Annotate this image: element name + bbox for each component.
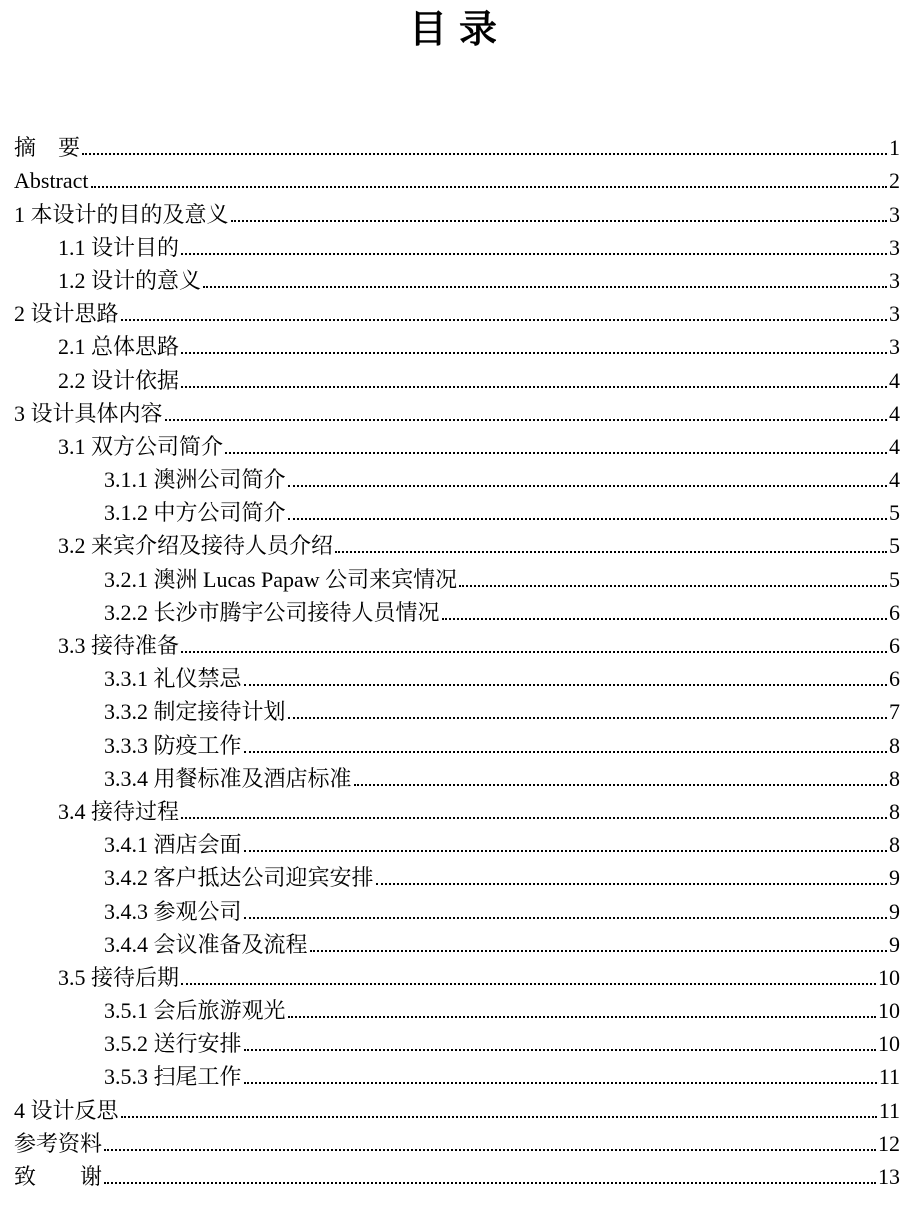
toc-entry[interactable] [14, 128, 900, 161]
toc-entry-page-number: 6 [889, 666, 900, 692]
toc-entry-label: 3.3.3 防疫工作 [104, 732, 242, 758]
toc-dot-leader [288, 1016, 876, 1018]
toc-entry[interactable] [14, 394, 900, 427]
toc-entry-label: 参考资料 [14, 1130, 103, 1156]
toc-entry[interactable] [14, 1057, 900, 1090]
toc-entry-page-number: 9 [889, 898, 900, 924]
toc-dot-leader [459, 585, 887, 587]
toc-entry-page-number: 8 [889, 798, 900, 824]
toc-entry-label: 3.3 接待准备 [58, 633, 180, 658]
toc-entry[interactable] [14, 958, 900, 991]
toc-entry-label: 3.4.3 参观公司 [104, 898, 242, 924]
toc-entry[interactable] [14, 1090, 900, 1123]
toc-entry[interactable] [14, 261, 900, 294]
toc-entry-page-number: 2 [889, 168, 900, 194]
toc-entry-page-number: 7 [889, 699, 900, 725]
toc-entry-page-number: 1 [889, 135, 900, 161]
toc-entry[interactable] [14, 228, 900, 261]
toc-entry[interactable] [14, 493, 900, 526]
toc-dot-leader [104, 1149, 876, 1151]
toc-entry-label: 4 设计反思 [14, 1097, 119, 1123]
toc-entry-label: 摘 要 [14, 135, 81, 161]
toc-entry-page-number: 5 [889, 566, 900, 592]
toc-entry-label: 3.4 接待过程 [58, 798, 180, 824]
toc-entry-label: 3.5.3 扫尾工作 [104, 1064, 242, 1090]
toc-entry[interactable] [14, 725, 900, 758]
toc-dot-leader [244, 751, 887, 753]
toc-entry-page-number: 6 [889, 599, 900, 625]
toc-dot-leader [181, 817, 887, 819]
toc-entry-page-number: 3 [889, 334, 900, 360]
toc-dot-leader [181, 983, 876, 985]
toc-dot-leader [244, 684, 887, 686]
toc-entry-label: 2.2 设计依据 [58, 367, 180, 393]
toc-entry[interactable] [14, 891, 900, 924]
toc-entry-label: 3.3.4 用餐标准及酒店标准 [104, 765, 352, 791]
toc-entry-page-number: 9 [889, 931, 900, 957]
toc-entry[interactable] [14, 659, 900, 692]
toc-entry[interactable] [14, 327, 900, 360]
toc-entry-label: 3.5.2 送行安排 [104, 1031, 242, 1057]
toc-entry[interactable] [14, 1024, 900, 1057]
toc-entry[interactable] [14, 559, 900, 592]
toc-entry-page-number: 8 [889, 765, 900, 791]
toc-dot-leader [181, 386, 887, 388]
toc-entry-label: 3.4.4 会议准备及流程 [104, 931, 308, 957]
toc-dot-leader [442, 618, 887, 620]
toc-entry-label: 2.1 总体思路 [58, 334, 180, 360]
toc-entry-page-number: 11 [878, 1097, 900, 1123]
toc-dot-leader [244, 1082, 877, 1084]
toc-entry[interactable] [14, 460, 900, 493]
toc-entry-label: 1 本设计的目的及意义 [14, 201, 229, 227]
toc-entry-page-number: 6 [889, 633, 900, 658]
toc-entry-page-number: 5 [889, 533, 900, 559]
toc-dot-leader [310, 950, 887, 952]
toc-entry[interactable] [14, 360, 900, 393]
toc-dot-leader [225, 452, 887, 454]
toc-dot-leader [91, 186, 887, 188]
toc-dot-leader [288, 518, 887, 520]
toc-entry[interactable] [14, 792, 900, 825]
toc-entry-label: 3.5 接待后期 [58, 964, 180, 990]
toc-dot-leader [244, 917, 887, 919]
toc-entry-page-number: 4 [889, 433, 900, 459]
toc-entry-label: 3.2.1 澳洲 Lucas Papaw 公司来宾情况 [104, 566, 458, 592]
toc-dot-leader [288, 717, 887, 719]
toc-entry-page-number: 5 [889, 500, 900, 526]
toc-entry[interactable] [14, 194, 900, 227]
toc-entry[interactable] [14, 825, 900, 858]
toc-entry-label: 3.1.1 澳洲公司简介 [104, 467, 286, 493]
toc-entry[interactable] [14, 991, 900, 1024]
toc-list [14, 128, 900, 1190]
toc-entry-page-number: 10 [878, 1031, 900, 1057]
toc-entry-page-number: 3 [889, 234, 900, 260]
toc-entry-page-number: 4 [889, 400, 900, 426]
toc-entry-label: 3.4.1 酒店会面 [104, 832, 242, 858]
toc-entry-label: 3.3.1 礼仪禁忌 [104, 666, 242, 692]
toc-entry[interactable] [14, 294, 900, 327]
toc-entry[interactable] [14, 161, 900, 194]
toc-entry-page-number: 13 [878, 1164, 900, 1189]
toc-entry-label: 3.5.1 会后旅游观光 [104, 998, 286, 1024]
toc-entry-page-number: 3 [889, 267, 900, 293]
toc-dot-leader [203, 286, 887, 288]
toc-dot-leader [244, 1049, 876, 1051]
toc-dot-leader [181, 253, 887, 255]
toc-entry-label: Abstract [14, 168, 89, 194]
toc-entry-label: 1.1 设计目的 [58, 234, 180, 260]
toc-entry[interactable] [14, 759, 900, 792]
toc-dot-leader [121, 319, 887, 321]
toc-entry-page-number: 10 [878, 964, 900, 990]
toc-dot-leader [376, 883, 887, 885]
toc-entry-page-number: 3 [889, 301, 900, 327]
toc-entry-page-number: 4 [889, 367, 900, 393]
toc-entry-page-number: 11 [878, 1064, 900, 1090]
toc-entry-label: 致 谢 [14, 1164, 103, 1189]
toc-entry[interactable] [14, 593, 900, 626]
toc-dot-leader [288, 485, 887, 487]
toc-entry[interactable] [14, 526, 900, 559]
page-title: 目录 [408, 7, 509, 51]
toc-dot-leader [231, 220, 887, 222]
toc-dot-leader [335, 551, 887, 553]
toc-entry-label: 3.1.2 中方公司简介 [104, 500, 286, 526]
toc-entry-page-number: 8 [889, 832, 900, 858]
toc-entry-page-number: 4 [889, 467, 900, 493]
toc-dot-leader [181, 651, 887, 653]
toc-entry-label: 3.2 来宾介绍及接待人员介绍 [58, 533, 334, 559]
toc-entry-label: 3.2.2 长沙市腾宇公司接待人员情况 [104, 599, 440, 625]
toc-entry-label: 3.3.2 制定接待计划 [104, 699, 286, 725]
toc-dot-leader [354, 784, 887, 786]
toc-entry-page-number: 8 [889, 732, 900, 758]
toc-entry[interactable] [14, 1124, 900, 1157]
toc-dot-leader [104, 1182, 876, 1184]
toc-entry-page-number: 9 [889, 865, 900, 891]
toc-dot-leader [244, 850, 887, 852]
toc-entry[interactable] [14, 858, 900, 891]
toc-dot-leader [181, 352, 887, 354]
toc-entry-page-number: 10 [878, 998, 900, 1024]
toc-dot-leader [121, 1116, 877, 1118]
toc-entry-page-number: 12 [878, 1130, 900, 1156]
toc-entry-label: 2 设计思路 [14, 301, 119, 327]
toc-entry[interactable] [14, 925, 900, 958]
toc-entry[interactable] [14, 427, 900, 460]
toc-dot-leader [165, 419, 887, 421]
toc-entry-page-number: 3 [889, 201, 900, 227]
toc-entry[interactable] [14, 626, 900, 659]
toc-entry-label: 3.4.2 客户抵达公司迎宾安排 [104, 865, 374, 891]
toc-entry-label: 3.1 双方公司简介 [58, 433, 224, 459]
toc-entry[interactable] [14, 692, 900, 725]
toc-entry-label: 3 设计具体内容 [14, 400, 163, 426]
toc-entry[interactable] [14, 1157, 900, 1190]
toc-dot-leader [82, 153, 887, 155]
toc-entry-label: 1.2 设计的意义 [58, 267, 202, 293]
